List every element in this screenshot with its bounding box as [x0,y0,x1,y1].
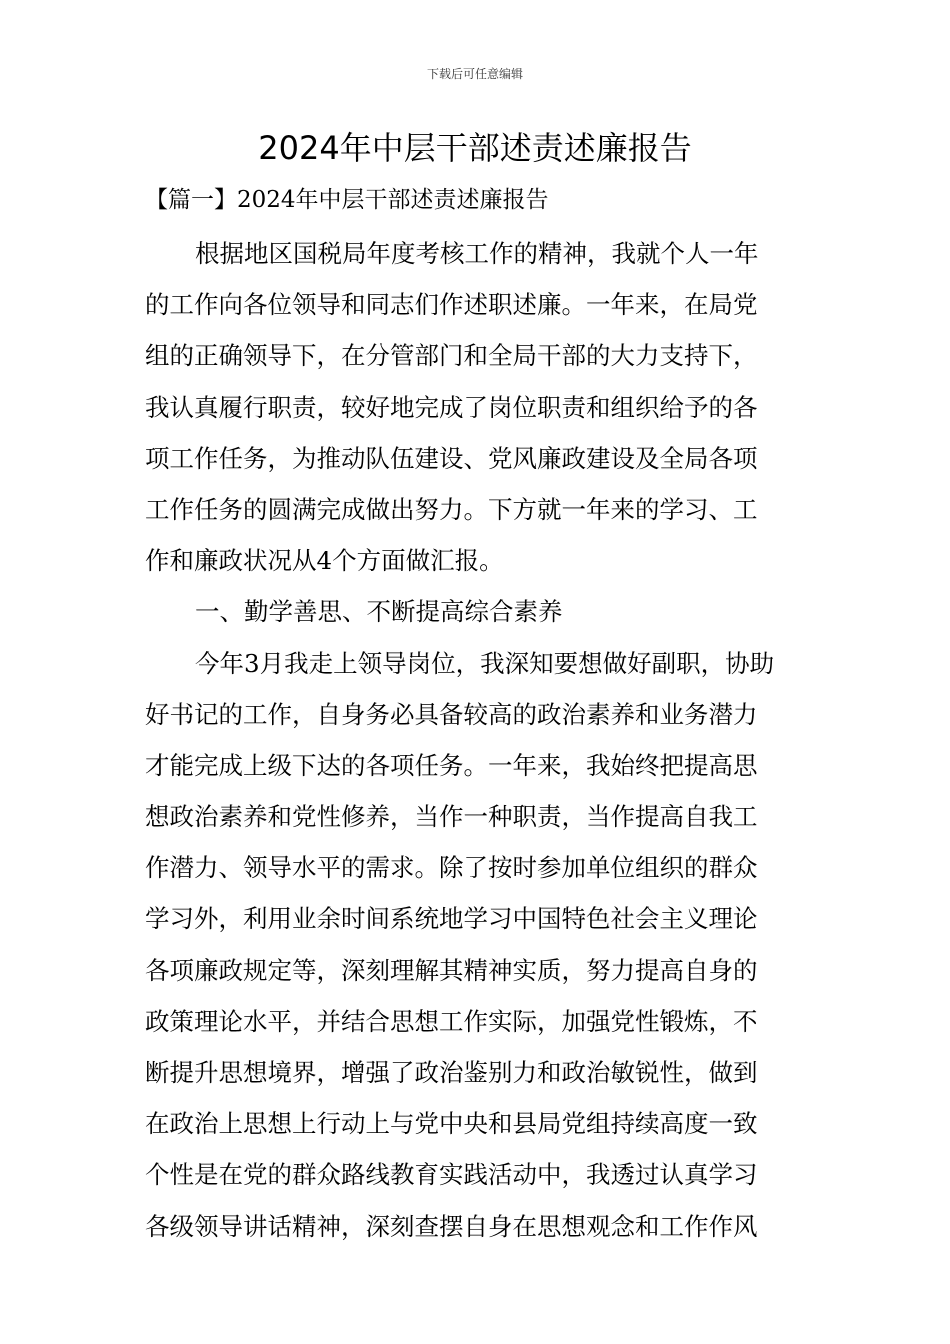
paragraph-line: 个性是在党的群众路线教育实践活动中，我透过认真学习 [145,1160,758,1190]
paragraph-line: 的工作向各位领导和同志们作述职述廉。一年来，在局党 [145,290,758,320]
paragraph-line: 学习外，利用业余时间系统地学习中国特色社会主义理论 [145,904,758,934]
paragraph-line: 工作任务的圆满完成做出努力。下方就一年来的学习、工 [145,494,758,524]
paragraph-line: 政策理论水平，并结合思想工作实际，加强党性锻炼，不 [145,1006,758,1036]
paragraph-line: 组的正确领导下，在分管部门和全局干部的大力支持下， [145,341,758,371]
paragraph-line: 各项廉政规定等，深刻理解其精神实质，努力提高自身的 [145,955,758,985]
paragraph-line: 今年3月我走上领导岗位，我深知要想做好副职，协助 [195,648,775,678]
paragraph-line: 作潜力、领导水平的需求。除了按时参加单位组织的群众 [145,853,758,883]
paragraph-line: 想政治素养和党性修养，当作一种职责，当作提高自我工 [145,802,758,832]
paragraph-line: 好书记的工作，自身务必具备较高的政治素养和业务潜力 [145,699,758,729]
body-text [145,228,805,1252]
paragraph-line: 才能完成上级下达的各项任务。一年来，我始终把提高思 [145,750,758,780]
paragraph-line: 项工作任务，为推动队伍建设、党风廉政建设及全局各项 [145,443,758,473]
paragraph-line: 根据地区国税局年度考核工作的精神，我就个人一年 [195,239,759,268]
paragraph-line: 作和廉政状况从4个方面做汇报。 [145,546,504,576]
header-note: 下载后可任意编辑 [426,67,523,81]
section-heading: 【篇一】2024年中层干部述责述廉报告 [145,187,549,213]
paragraph-line: 断提升思想境界，增强了政治鉴别力和政治敏锐性，做到 [145,1058,758,1087]
document-title: 2024年中层干部述责述廉报告 [258,129,692,167]
paragraph-line: 各级领导讲话精神，深刻查摆自身在思想观念和工作作风 [145,1211,758,1241]
subsection-heading: 一、勤学善思、不断提高综合素养 [195,597,563,627]
paragraph-line: 在政治上思想上行动上与党中央和县局党组持续高度一致 [145,1109,758,1139]
paragraph-line: 我认真履行职责，较好地完成了岗位职责和组织给予的各 [145,392,758,422]
